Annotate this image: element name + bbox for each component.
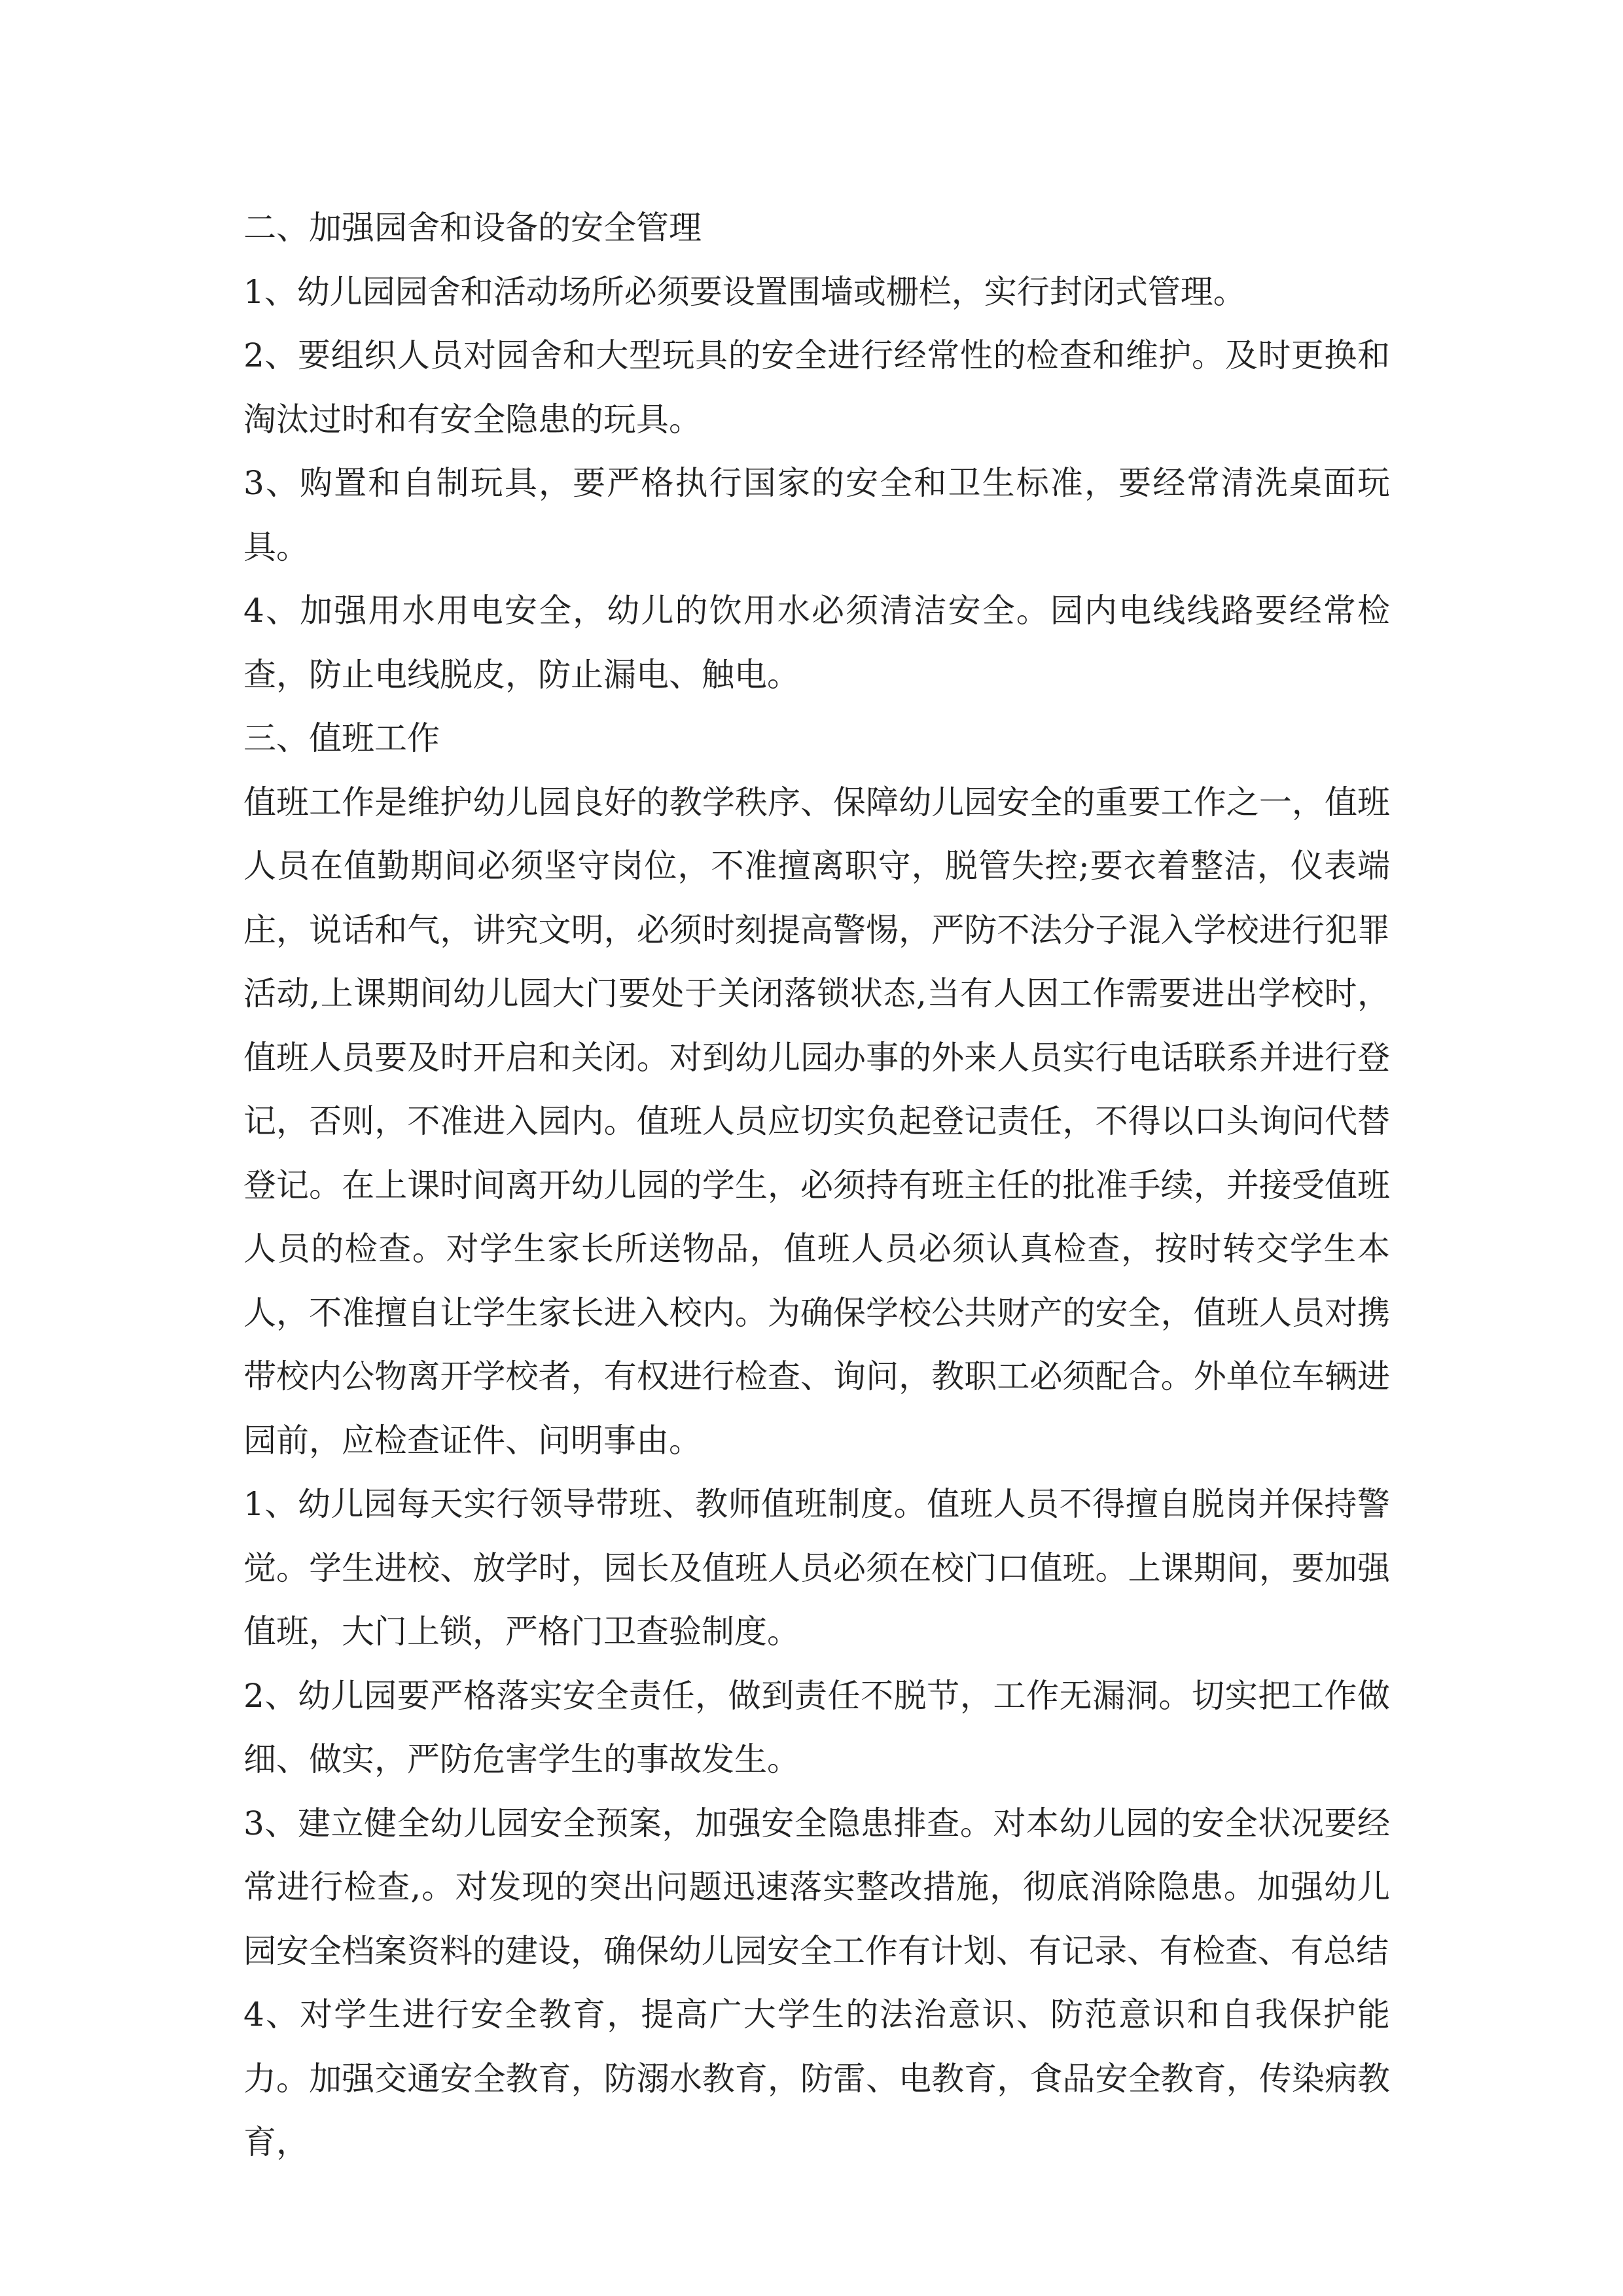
section-heading-facilities: 二、加强园舍和设备的安全管理 bbox=[243, 209, 702, 247]
document-body bbox=[243, 196, 1390, 2175]
paragraph-duty-item-4: 4、对学生进行安全教育，提高广大学生的法治意识、防范意识和自我保护能力。加强交通安全教育，防溺水教育，防雷、电教育，食品安全教育，传染病教育， bbox=[243, 1996, 1390, 2161]
paragraph-item-2-toy-inspection: 2、要组织人员对园舍和大型玩具的安全进行经常性的检查和维护。及时更换和淘汰过时和有安全隐患的玩具。 bbox=[243, 336, 1390, 439]
paragraph-item-1-fencing: 1、幼儿园园舍和活动场所必须要设置围墙或栅栏，实行封闭式管理。 bbox=[243, 272, 1246, 311]
paragraph-item-4-water-electricity: 4、加强用水用电安全，幼儿的饮用水必须清洁安全。园内电线线路要经常检查，防止电线脱皮，防止漏电、触电。 bbox=[243, 592, 1390, 694]
paragraph-item-3-toy-standards: 3、购置和自制玩具，要严格执行国家的安全和卫生标准，要经常清洗桌面玩具。 bbox=[243, 464, 1390, 566]
paragraph-duty-overview: 值班工作是维护幼儿园良好的教学秩序、保障幼儿园安全的重要工作之一，值班人员在值勤期间必须坚守岗位，不准擅离职守，脱管失控;要衣着整洁，仪表端庄，说话和气，讲究文明，必须时刻提高警惕，严防不法分子混入学校进行犯罪活动,上课期间幼儿园大门要处于关闭落锁状态,当有人因工作需要进出学校时，值班人员要及时开启和关闭。对到幼儿园办事的外来人员实行电话联系并进行登记，否则，不准进入园内。值班人员应切实负起登记责任，不得以口头询问代替登记。在上课时间离开幼儿园的学生，必须持有班主任的批准手续，并接受值班人员的检查。对学生家长所送物品，值班人员必须认真检查，按时转交学生本人，不准擅自让学生家长进入校内。为确保学校公共财产的安全，值班人员对携带校内公物离开学校者，有权进行检查、询问，教职工必须配合。外单位车辆进园前，应检查证件、问明事由。 bbox=[243, 783, 1390, 1460]
paragraph-duty-item-3: 3、建立健全幼儿园安全预案，加强安全隐患排查。对本幼儿园的安全状况要经常进行检查,。对发现的突出问题迅速落实整改措施，彻底消除隐患。加强幼儿园安全档案资料的建设，确保幼儿园安全工作有计划、有记录、有检查、有总结 bbox=[243, 1804, 1390, 1970]
section-heading-duty: 三、值班工作 bbox=[243, 719, 440, 757]
paragraph-duty-item-2: 2、幼儿园要严格落实安全责任，做到责任不脱节，工作无漏洞。切实把工作做细、做实，严防危害学生的事故发生。 bbox=[243, 1676, 1390, 1778]
paragraph-duty-item-1: 1、幼儿园每天实行领导带班、教师值班制度。值班人员不得擅自脱岗并保持警觉。学生进校、放学时，园长及值班人员必须在校门口值班。上课期间，要加强值班，大门上锁，严格门卫查验制度。 bbox=[243, 1485, 1390, 1651]
